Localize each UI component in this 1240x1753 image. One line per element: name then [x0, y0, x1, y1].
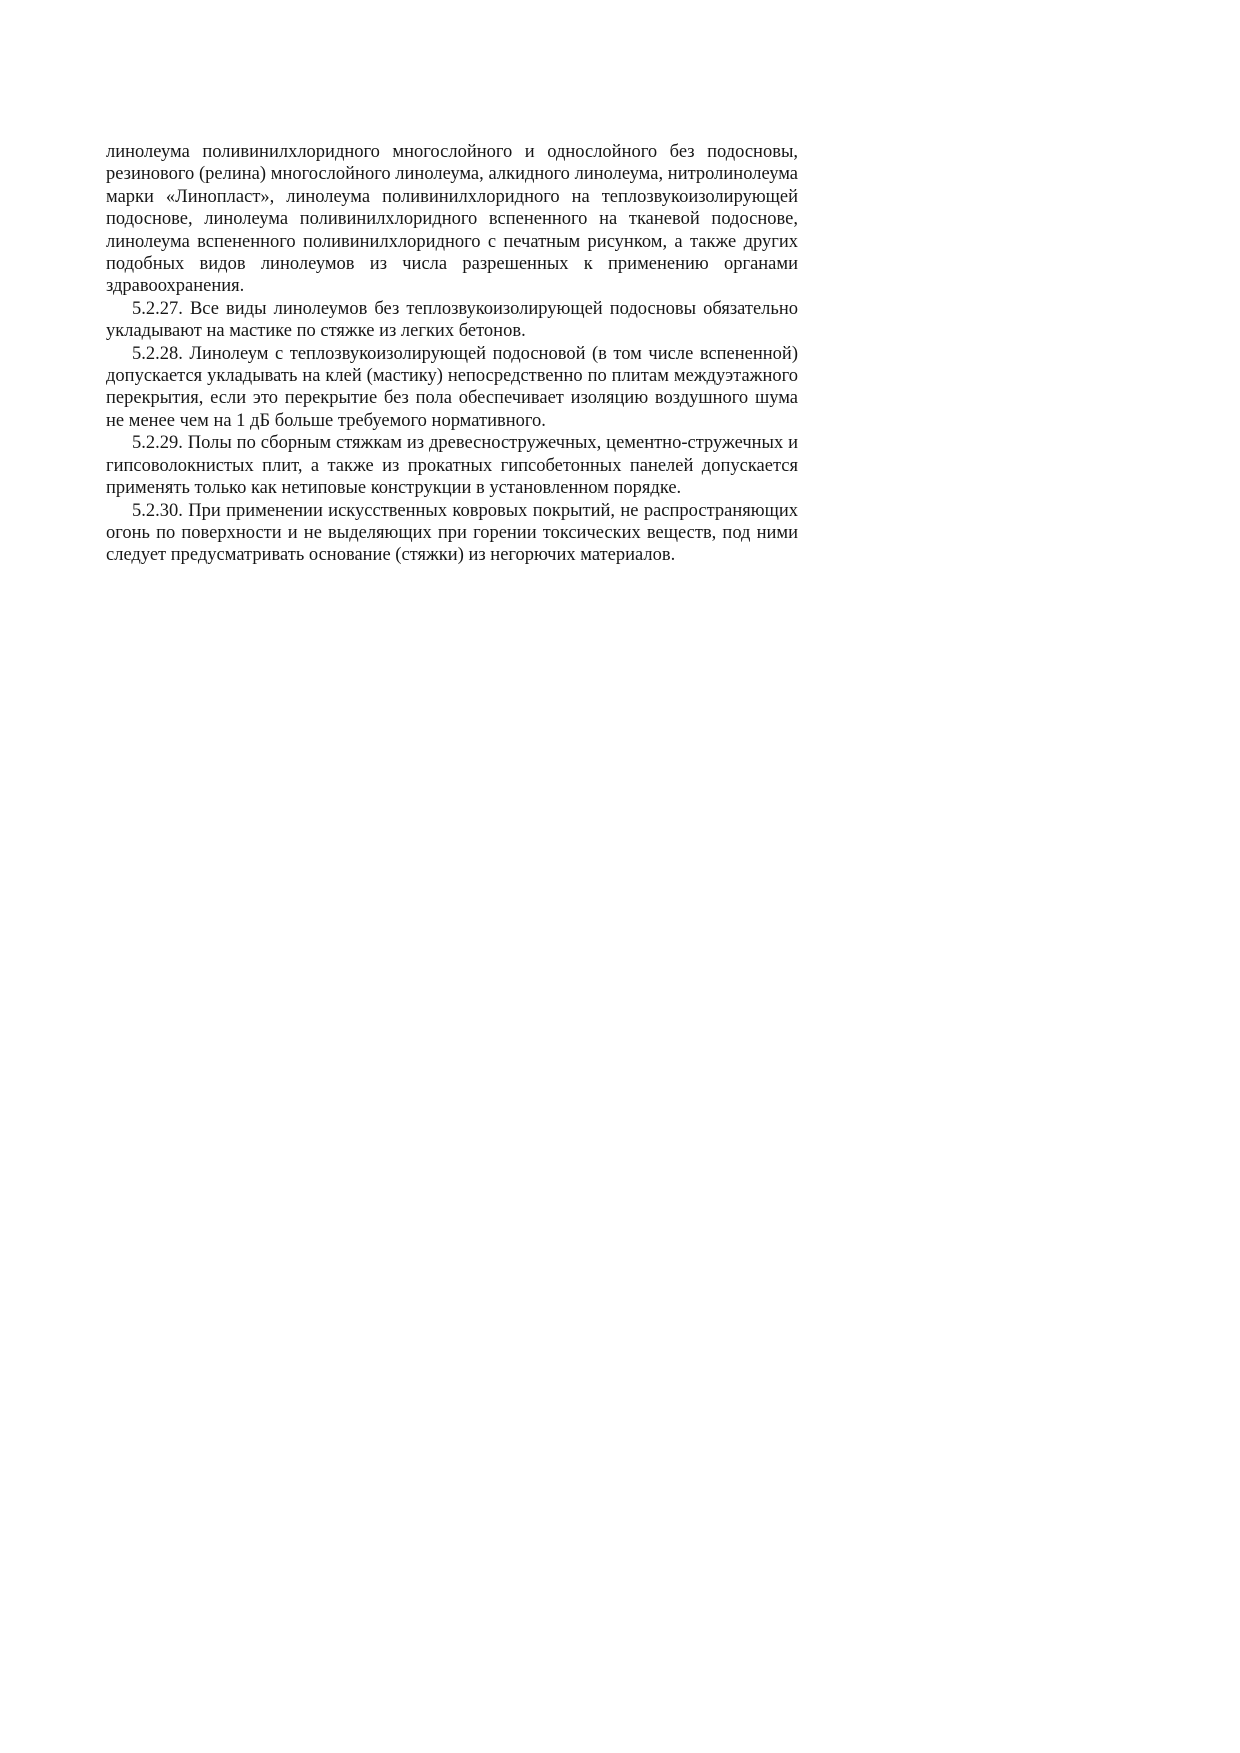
paragraph-5-2-29: 5.2.29. Полы по сборным стяжкам из древесностружечных, цементно-стружечных и гипсоволокнистых плит, а также из прокатных гипсобетонных панелей допускается применять только как нетиповые конструкции в установленном порядке.	[106, 433, 798, 499]
paragraph-5-2-28: 5.2.28. Линолеум с теплозвукоизолирующей подосновой (в том числе вспененной) допускается укладывать на клей (мастику) непосредственно по плитам междуэтажного перекрытия, если это перекрытие без пола обеспечивает изоляцию воздушного шума не менее чем на 1 дБ больше требуемого нормативного.	[106, 343, 798, 431]
paragraph-continuation: линолеума поливинилхлоридного многослойного и однослойного без подосновы, резинового (релина) многослойного линолеума, алкидного линолеума, нитролинолеума марки «Линопласт», линолеума поливинилхлоридного на теплозвукоизолирующей подоснове, линолеума поливинилхлоридного вспененного на тканевой подоснове, линолеума вспененного поливинилхлоридного с печатным рисунком, а также других подобных видов линолеумов из числа разрешенных к применению органами здравоохранения.	[106, 142, 798, 297]
paragraph-5-2-30: 5.2.30. При применении искусственных ковровых покрытий, не распространяющих огонь по поверхности и не выделяющих при горении токсических веществ, под ними следует предусматривать основание (стяжки) из негорючих материалов.	[106, 500, 798, 566]
paragraph-5-2-27: 5.2.27. Все виды линолеумов без теплозвукоизолирующей подосновы обязательно укладывают на мастике по стяжке из легких бетонов.	[106, 298, 798, 342]
text-block	[106, 141, 798, 567]
